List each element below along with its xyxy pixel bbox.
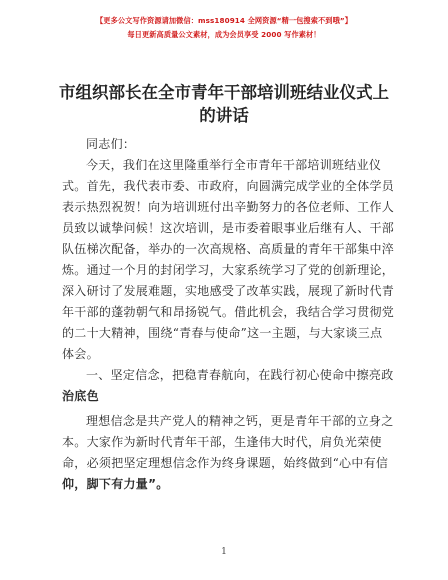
promo-banner-line-2[interactable]: 每日更新高质量公文素材，成为会员享受 2000 写作素材！ (127, 30, 321, 39)
section-1-para-line: 本。大家作为新时代青年干部，生逢伟大时代，肩负光荣使 (62, 435, 382, 449)
body-line: 的二十大精神，围绕“青春与使命”这一主题，与大家谈三点 (62, 326, 383, 340)
body-line: 员致以诚挚问候！这次培训，是市委着眼事业后继有人、干部 (62, 221, 395, 235)
body-line: 炼。通过一个月的封闭学习，大家系统学习了党的创新理论， (62, 263, 395, 277)
page-number: 1 (221, 547, 227, 557)
section-1-para-line-emphasis: 仰，脚下有力量”。 (62, 477, 169, 491)
promo-banner-line-1[interactable]: 【更多公文写作资源请加微信：mss180914 全网资源“精一包搜索不到哦”】 (96, 16, 352, 25)
body-line: 今天，我们在这里隆重举行全市青年干部培训班结业仪 (86, 158, 382, 172)
section-1-heading-line-1: 一、坚定信念，把稳青春航向，在践行初心使命中擦亮政 (86, 368, 394, 382)
body-line: 队伍梯次配备，举办的一次高规格、高质量的青年干部集中淬 (62, 242, 395, 256)
section-1-para-line: 理想信念是共产党人的精神之钙，更是青年干部的立身之 (86, 414, 394, 428)
salutation: 同志们： (86, 137, 136, 151)
body-line: 表示热烈祝贺！向为培训班付出辛勤努力的各位老师、工作人 (62, 200, 395, 214)
document-title-line-2: 的讲话 (199, 106, 249, 125)
body-line: 深入研讨了发展难题，实地感受了改革实践，展现了新时代青 (62, 284, 395, 298)
section-1-para-line: 命，必须把坚定理想信念作为终身课题，始终做到“心中有信 (62, 456, 389, 470)
body-line: 年干部的蓬勃朝气和昂扬锐气。借此机会，我结合学习贯彻党 (62, 305, 395, 319)
section-1-heading-line-2: 治底色 (62, 389, 99, 403)
document-title-line-1: 市组织部长在全市青年干部培训班结业仪式上 (59, 83, 389, 102)
body-line: 式。首先，我代表市委、市政府，向圆满完成学业的全体学员 (62, 179, 395, 193)
body-line: 体会。 (62, 347, 99, 361)
